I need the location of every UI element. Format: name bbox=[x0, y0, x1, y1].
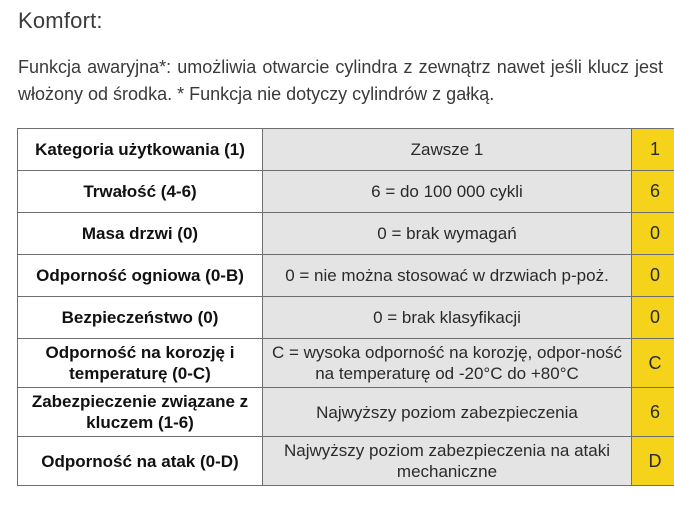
table-row bbox=[18, 437, 674, 486]
row-label: Trwałość (4-6) bbox=[18, 171, 263, 213]
row-description: Najwyższy poziom zabezpieczenia na ataki mechaniczne bbox=[263, 437, 632, 486]
row-description: Zawsze 1 bbox=[263, 129, 632, 171]
row-code: 6 bbox=[632, 388, 674, 437]
row-label: Bezpieczeństwo (0) bbox=[18, 297, 263, 339]
intro-paragraph: Funkcja awaryjna*: umożliwia otwarcie cylindra z zewnątrz nawet jeśli klucz jest włożony od środka. * Funkcja nie dotyczy cylindrów z gałką. bbox=[18, 57, 663, 104]
row-code: 0 bbox=[632, 255, 674, 297]
row-label: Kategoria użytkowania (1) bbox=[18, 129, 263, 171]
row-code: 0 bbox=[632, 213, 674, 255]
row-description: 6 = do 100 000 cykli bbox=[263, 171, 632, 213]
row-code: 6 bbox=[632, 171, 674, 213]
row-description: 0 = brak wymagań bbox=[263, 213, 632, 255]
table-row bbox=[18, 129, 674, 171]
row-description: 0 = nie można stosować w drzwiach p-poż. bbox=[263, 255, 632, 297]
row-code: 1 bbox=[632, 129, 674, 171]
page-title: Komfort: bbox=[18, 8, 103, 33]
classification-table bbox=[17, 128, 674, 486]
row-label: Odporność na atak (0-D) bbox=[18, 437, 263, 486]
table-row bbox=[18, 213, 674, 255]
table-row bbox=[18, 339, 674, 388]
row-code: 0 bbox=[632, 297, 674, 339]
row-description: 0 = brak klasyfikacji bbox=[263, 297, 632, 339]
row-label: Zabezpieczenie związane z kluczem (1-6) bbox=[18, 388, 263, 437]
row-description: C = wysoka odporność na korozję, odpor-ność na temperaturę od -20°C do +80°C bbox=[263, 339, 632, 388]
row-label: Masa drzwi (0) bbox=[18, 213, 263, 255]
table-row bbox=[18, 171, 674, 213]
table-row bbox=[18, 388, 674, 437]
table-row bbox=[18, 297, 674, 339]
row-code: C bbox=[632, 339, 674, 388]
row-description: Najwyższy poziom zabezpieczenia bbox=[263, 388, 632, 437]
row-code: D bbox=[632, 437, 674, 486]
row-label: Odporność na korozję i temperaturę (0-C) bbox=[18, 339, 263, 388]
row-label: Odporność ogniowa (0-B) bbox=[18, 255, 263, 297]
table-row bbox=[18, 255, 674, 297]
